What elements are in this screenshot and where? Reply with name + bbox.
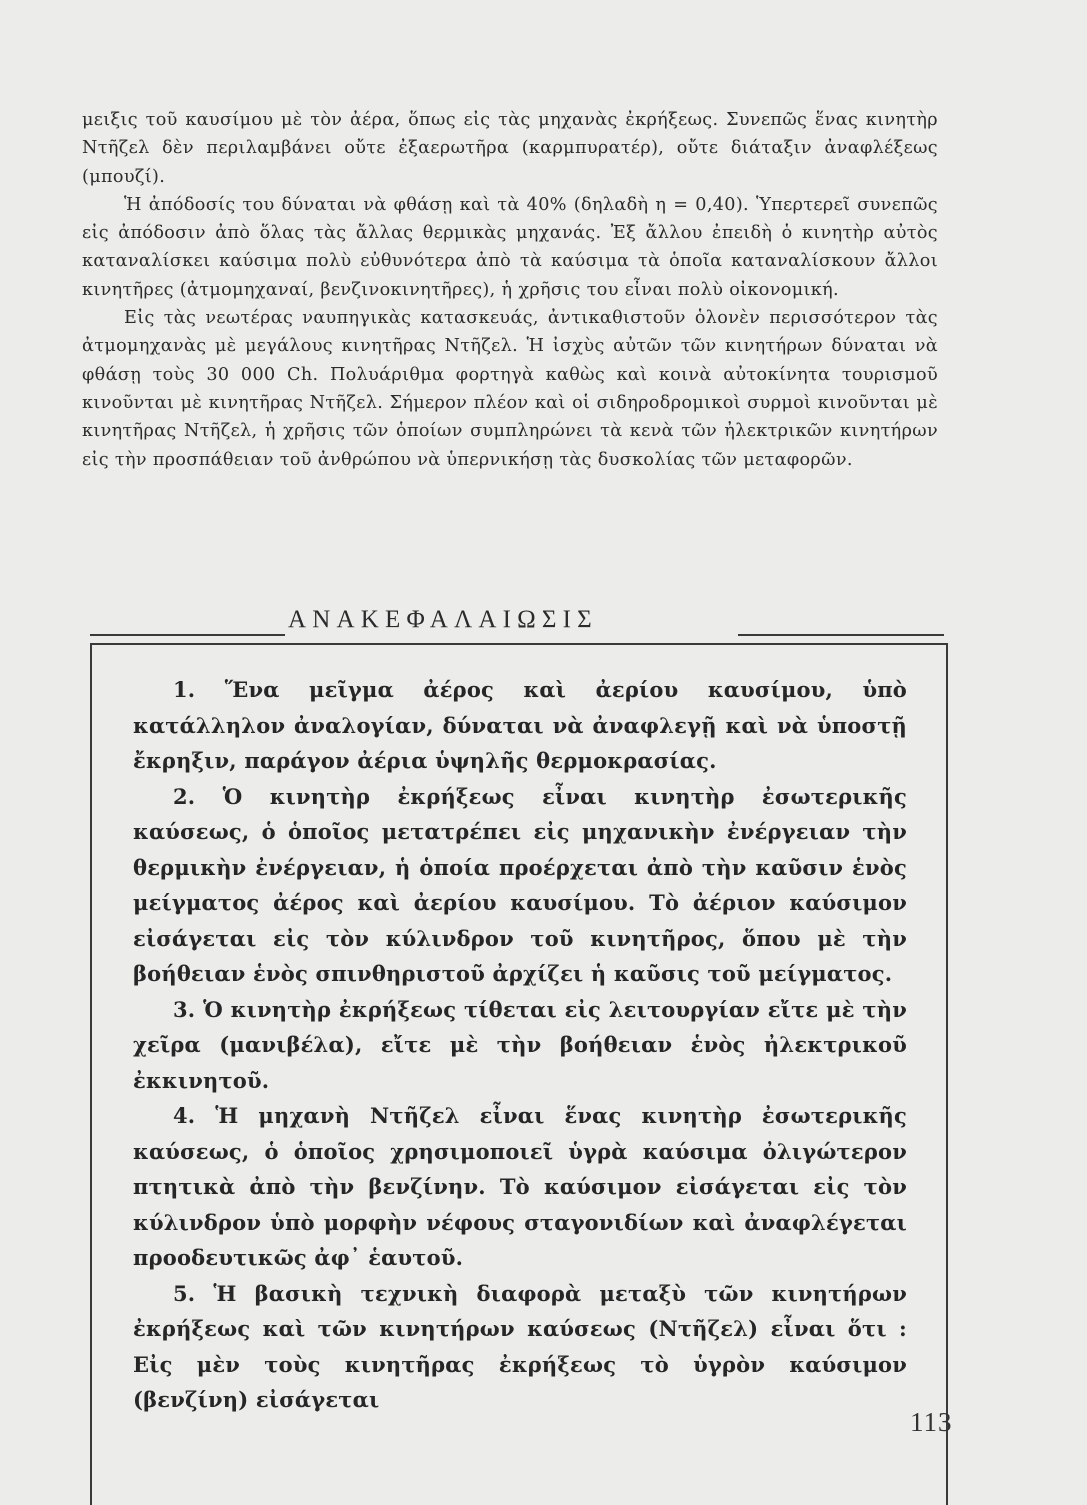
body-text [82, 106, 938, 474]
summary-item-4: 4. Ἡ μηχανὴ Ντῆζελ εἶναι ἕνας κινητὴρ ἐσωτερικῆς καύσεως, ὁ ὁποῖος χρησιμοποιεῖ ὑγρὰ καύσιμα ὀλιγώτερον πτητικὰ ἀπὸ τὴν βενζίνην. Τὸ καύσιμον εἰσάγεται εἰς τὸν κύλινδρον ὑπὸ μορφὴν νέφους σταγονιδίων καὶ ἀναφλέγεται προοδευτικῶς ἀφ᾽ ἑαυτοῦ. [133, 1103, 907, 1270]
summary-item-3: 3. Ὁ κινητὴρ ἐκρήξεως τίθεται εἰς λειτουργίαν εἴτε μὲ τὴν χεῖρα (μανιβέλα), εἴτε μὲ τὴν βοήθειαν ἑνὸς ἠλεκτρικοῦ ἐκκινητοῦ. [133, 996, 907, 1093]
paragraph-2: Ἡ ἀπόδοσίς του δύναται νὰ φθάσῃ καὶ τὰ 40% (δηλαδὴ η = 0,40). Ὑπερτερεῖ συνεπῶς εἰς ἀπόδοσιν ἀπὸ ὅλας τὰς ἄλλας θερμικὰς μηχανάς. Ἐξ ἄλλου ἐπειδὴ ὁ κινητὴρ αὐτὸς καταναλίσκει καύσιμα πολὺ εὐθυνότερα ἀπὸ τὰ καύσιμα τὰ ὁποῖα καταναλίσκουν ἄλλοι κινητῆρες (ἀτμομηχαναί, βενζινοκινητῆρες), ἡ χρῆσις του εἶναι πολὺ οἰκονομική. [82, 194, 938, 300]
summary-item-2: 2. Ὁ κινητὴρ ἐκρήξεως εἶναι κινητὴρ ἐσωτερικῆς καύσεως, ὁ ὁποῖος μετατρέπει εἰς μηχανικὴν ἐνέργειαν τὴν θερμικὴν ἐνέργειαν, ἡ ὁποία προέρχεται ἀπὸ τὴν καῦσιν ἑνὸς μείγματος ἀέρος καὶ ἀερίου καυσίμου. Τὸ ἀέριον καύσιμον εἰσάγεται εἰς τὸν κύλινδρον τοῦ κινητῆρος, ὅπου μὲ τὴν βοήθειαν ἑνὸς σπινθηριστοῦ ἀρχίζει ἡ καῦσις τοῦ μείγματος. [133, 783, 907, 986]
paragraph-3: Εἰς τὰς νεωτέρας ναυπηγικὰς κατασκευάς, ἀντικαθιστοῦν ὁλονὲν περισσότερον τὰς ἀτμομηχανὰς μὲ μεγάλους κινητῆρας Ντῆζελ. Ἡ ἰσχὺς αὐτῶν τῶν κινητήρων δύναται νὰ φθάσῃ τοὺς 30 000 Ch. Πολυάριθμα φορτηγὰ καθὼς καὶ κοινὰ αὐτοκίνητα τουρισμοῦ κινοῦνται μὲ κινητῆρας Ντῆζελ. Σήμερον πλέον καὶ οἱ σιδηροδρομικοὶ συρμοὶ κινοῦνται μὲ κινητῆρας Ντῆζελ, ἡ χρῆσις τῶν ὁποίων συμπληρώνει τὰ κενὰ τῶν ἠλεκτρικῶν κινητήρων εἰς τὴν προσπάθειαν τοῦ ἀνθρώπου νὰ ὑπερνικήσῃ τὰς δυσκολίας τῶν μεταφορῶν. [82, 308, 938, 470]
summary-item-1: 1. Ἕνα μεῖγμα ἀέρος καὶ ἀερίου καυσίμου, ὑπὸ κατάλληλον ἀναλογίαν, δύναται νὰ ἀναφλεγῇ καὶ νὰ ὑποστῇ ἔκρηξιν, παράγον ἀέρια ὑψηλῆς θερμοκρασίας. [133, 677, 907, 773]
summary-item-5: 5. Ἡ βασικὴ τεχνικὴ διαφορὰ μεταξὺ τῶν κινητήρων ἐκρήξεως καὶ τῶν κινητήρων καύσεως (Ντῆζελ) εἶναι ὅτι : Εἰς μὲν τοὺς κινητῆρας ἐκρήξεως τὸ ὑγρὸν καύσιμον (βενζίνη) εἰσάγεται [133, 1280, 907, 1412]
heading-rule-right [738, 634, 944, 636]
summary-heading: ΑΝΑΚΕΦΑΛΑΙΩΣΙΣ [288, 606, 598, 633]
summary-list [133, 672, 907, 1418]
summary-header [90, 600, 946, 640]
page-number: 113 [910, 1407, 953, 1437]
paragraph-1: μειξις τοῦ καυσίμου μὲ τὸν ἀέρα, ὅπως εἰς τὰς μηχανὰς ἐκρήξεως. Συνεπῶς ἕνας κινητὴρ Ντῆζελ δὲν περιλαμβάνει οὔτε ἐξαερωτῆρα (καρμπυρατέρ), οὔτε διάταξιν ἀναφλέξεως (μπουζί). [82, 110, 938, 187]
heading-rule-left [90, 634, 285, 636]
